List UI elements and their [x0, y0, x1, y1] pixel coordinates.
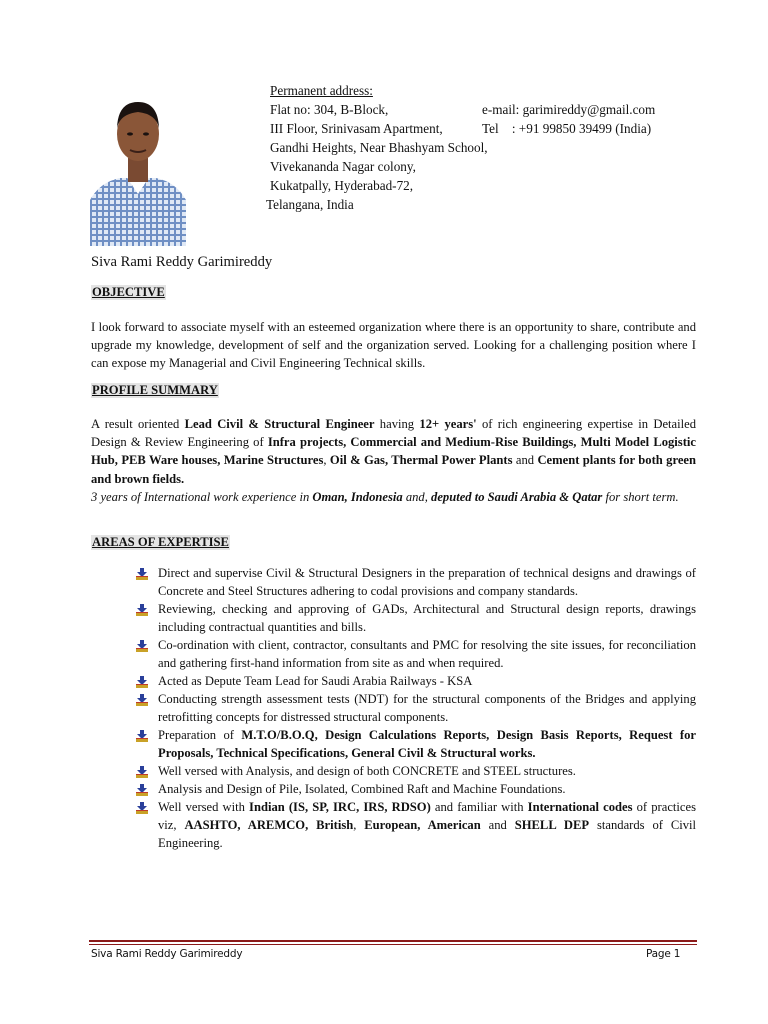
profile-summary-heading: PROFILE SUMMARY: [92, 383, 218, 397]
bullet-arrow-icon: [136, 729, 148, 741]
text-run: ,: [323, 453, 330, 468]
objective-paragraph: I look forward to associate myself with an esteemed organization where there is an opportunity to share, contribute and upgrade my knowledge, development of self and the organization served. Looking for a challenging position where I can expose my Managerial and Civil Engineering Technical skills.: [91, 320, 696, 371]
bullet-arrow-icon: [136, 603, 148, 615]
bullet-arrow-icon: [136, 783, 148, 795]
list-item: [136, 780, 696, 798]
expertise-list: [136, 564, 696, 852]
profile-paragraph: [91, 415, 696, 488]
bold-run: AASHTO, AREMCO, British: [184, 818, 354, 832]
bold-run: Oil & Gas, Thermal Power Plants: [329, 453, 513, 468]
text-run: Well versed with: [158, 800, 250, 814]
footer-rule-thin: [89, 944, 697, 945]
text-run: standards of Civil Engineering.: [158, 818, 697, 850]
list-item: [136, 636, 696, 672]
bold-run: International codes: [527, 800, 633, 814]
list-item-text: Well versed with Analysis, and design of both CONCRETE and STEEL structures.: [158, 764, 576, 778]
footer-name: Siva Rami Reddy Garimireddy: [91, 948, 243, 960]
candidate-name: Siva Rami Reddy Garimireddy: [91, 254, 273, 270]
objective-text: [91, 318, 696, 373]
text-run: and familiar with: [430, 800, 528, 814]
list-item-text: Reviewing, checking and approving of GADs, Architectural and Structural design reports, drawings including contractual quantities and bills.: [158, 602, 696, 634]
international-experience: [91, 488, 696, 506]
bold-run: Indian (IS, SP, IRC, IRS, RDSO): [249, 800, 431, 814]
text-run: Preparation of: [158, 728, 242, 742]
bold-run: Infra projects, Commercial and Medium-Rise Buildings, Multi Model Logistic Hub, PEB Ware houses, Marine Structures: [91, 435, 696, 468]
text-run: and: [512, 453, 538, 468]
text-run: ,: [353, 818, 365, 832]
address-line: Flat no: 304, B-Block,: [270, 102, 389, 117]
contact-block: [482, 100, 655, 138]
text-run: 3 years of International work experience in: [91, 489, 313, 504]
address-line: Vivekananda Nagar colony,: [270, 159, 416, 174]
list-item: [136, 672, 696, 690]
email-text: e-mail: garimireddy@gmail.com: [482, 102, 656, 117]
list-item-text: [158, 800, 696, 850]
bold-run: deputed to Saudi Arabia & Qatar: [431, 489, 603, 504]
list-item-text: Acted as Depute Team Lead for Saudi Arabia Railways - KSA: [158, 674, 473, 688]
profile-summary-text: [91, 415, 696, 506]
bullet-arrow-icon: [136, 675, 148, 687]
page-number: Page 1: [646, 948, 681, 960]
list-item-text: [158, 728, 696, 760]
bullet-arrow-icon: [136, 639, 148, 651]
bold-run: 12+ years': [419, 417, 477, 431]
bold-run: Cement plants for both green and brown fields.: [91, 453, 696, 486]
bold-run: Lead Civil & Structural Engineer: [184, 417, 375, 431]
text-run: of rich engineering expertise in Detailed Design & Review Engineering of: [91, 417, 697, 450]
address-title: Permanent address:: [270, 83, 373, 98]
text-run: of practices viz,: [158, 800, 696, 832]
bullet-arrow-icon: [136, 567, 148, 579]
list-item-text: Conducting strength assessment tests (NDT) for the structural components of the Bridges and applying retrofitting concepts for distressed structural components.: [158, 692, 696, 724]
list-item: [136, 600, 696, 636]
bold-run: SHELL DEP: [514, 818, 590, 832]
bullet-arrow-icon: [136, 801, 148, 813]
bullet-arrow-icon: [136, 765, 148, 777]
list-item: [136, 726, 696, 762]
list-item: [136, 690, 696, 726]
text-run: for short term.: [602, 489, 679, 504]
address-line: III Floor, Srinivasam Apartment,: [270, 121, 443, 136]
phone-text: Tel : +91 99850 39499 (India): [482, 121, 652, 136]
footer-rule: [89, 940, 697, 942]
profile-photo: [90, 90, 186, 246]
text-run: and,: [402, 489, 432, 504]
address-line: Telangana, India: [266, 197, 354, 212]
list-item: [136, 762, 696, 780]
list-item: [136, 564, 696, 600]
text-run: and: [480, 818, 515, 832]
text-run: A result oriented: [91, 417, 185, 431]
bullet-arrow-icon: [136, 693, 148, 705]
address-line: Kukatpally, Hyderabad-72,: [270, 178, 414, 193]
list-item-text: Co-ordination with client, contractor, consultants and PMC for resolving the site issues, for reconciliation and gathering first-hand information from site as and when required.: [158, 638, 696, 670]
permanent-address-block: [266, 81, 488, 214]
list-item-text: Analysis and Design of Pile, Isolated, Combined Raft and Machine Foundations.: [158, 782, 566, 796]
list-item-text: Direct and supervise Civil & Structural Designers in the preparation of technical designs and drawings of Concrete and Steel Structures adhering to codal provisions and company standards.: [158, 566, 696, 598]
expertise-heading: AREAS OF EXPERTISE: [92, 535, 229, 549]
bold-run: Oman, Indonesia: [312, 489, 403, 504]
bold-run: European, American: [364, 818, 481, 832]
text-run: having: [374, 417, 420, 431]
list-item: [136, 798, 696, 852]
objective-heading: OBJECTIVE: [92, 285, 165, 299]
address-line: Gandhi Heights, Near Bhashyam School,: [270, 140, 488, 155]
bold-run: M.T.O/B.O.Q, Design Calculations Reports, Design Basis Reports, Request for Proposals, Technical Specifications, General Civil & Structural works.: [158, 728, 697, 760]
